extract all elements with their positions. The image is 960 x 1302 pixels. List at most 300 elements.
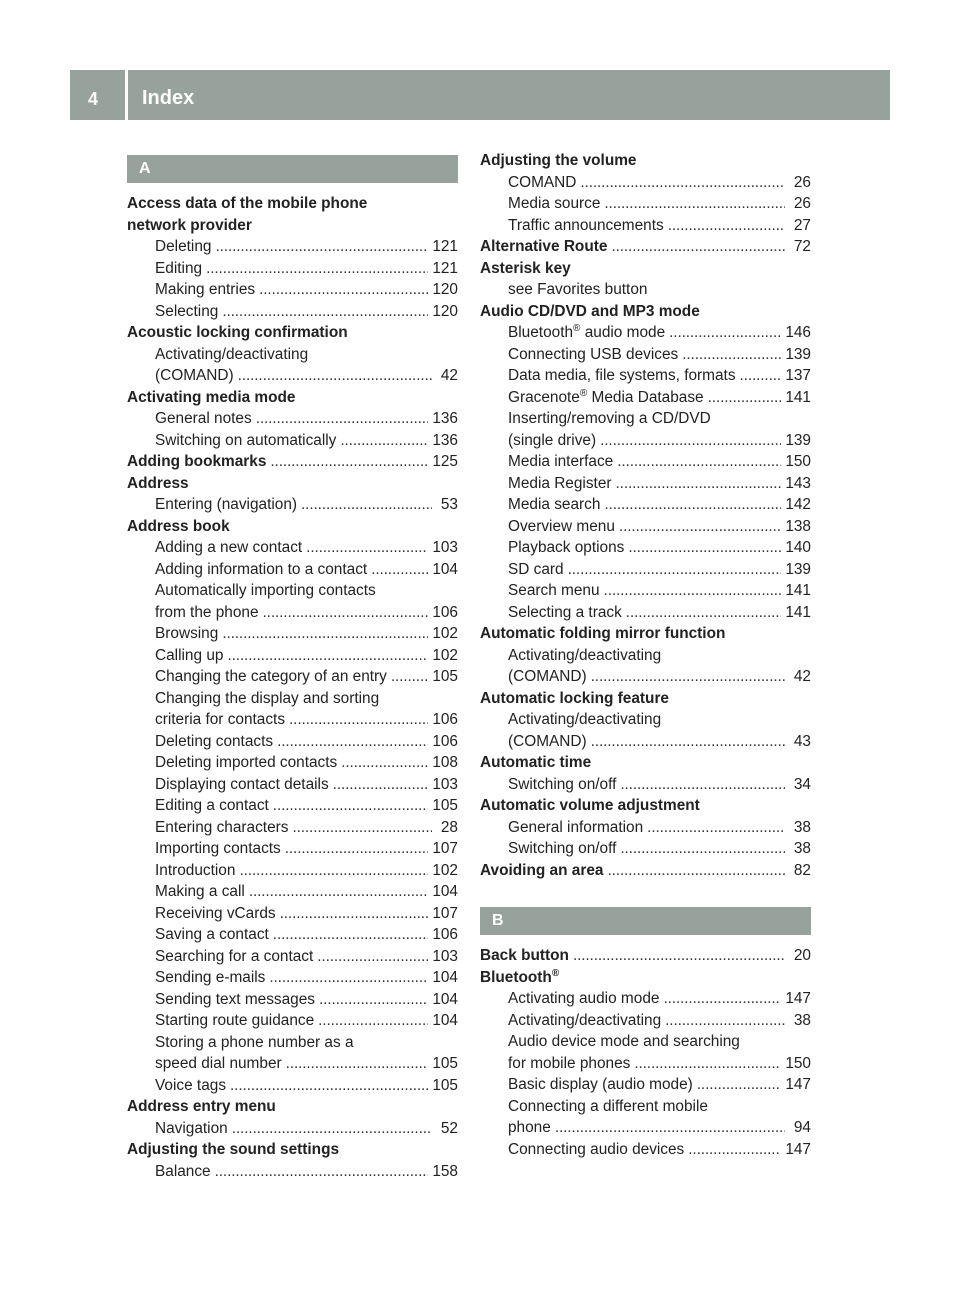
- page-ref: 146: [785, 324, 811, 341]
- dot-leader: [317, 946, 428, 968]
- index-subentry: [480, 516, 811, 538]
- dot-leader: [286, 1053, 429, 1075]
- index-entry: [480, 945, 811, 967]
- entry-text: [508, 387, 704, 409]
- index-subentry: [127, 817, 458, 839]
- dot-leader: [682, 344, 781, 366]
- entry-text: [127, 1096, 276, 1118]
- entry-text: [155, 623, 218, 645]
- index-subentry: [127, 709, 458, 731]
- page-ref: 52: [440, 1119, 458, 1137]
- entry-label: (single drive): [508, 431, 597, 449]
- entry-text: [508, 172, 576, 194]
- entry-label: Importing contacts: [155, 840, 281, 857]
- entry-label: Audio device mode and searching: [508, 1033, 740, 1050]
- dot-leader: [222, 623, 428, 645]
- index-entry: [480, 623, 811, 645]
- entry-text: [155, 666, 387, 688]
- dot-leader: [634, 1053, 781, 1075]
- entry-label: Browsing: [155, 625, 219, 642]
- index-subentry: [127, 903, 458, 925]
- page-ref: 150: [785, 453, 811, 470]
- page-ref: 137: [785, 367, 811, 384]
- index-subentry: [127, 1075, 458, 1097]
- entry-label: Editing: [155, 259, 203, 277]
- entry-label: Gracenote: [508, 388, 580, 406]
- page-ref: 34: [793, 775, 811, 793]
- dot-leader: [269, 967, 428, 989]
- entry-label: Navigation: [155, 1119, 228, 1137]
- entry-label: Adjusting the volume: [480, 152, 637, 169]
- entry-label: Searching for a contact: [155, 947, 314, 965]
- page-number: 4: [88, 89, 99, 109]
- entry-label: SD card: [508, 560, 564, 578]
- index-subentry: [480, 666, 811, 688]
- entry-text: [480, 150, 636, 172]
- entry-text: [508, 279, 647, 301]
- page-ref: 28: [440, 818, 458, 836]
- entry-text: [155, 795, 269, 817]
- dot-leader: [227, 645, 428, 667]
- entry-label: Entering characters: [155, 818, 289, 836]
- entry-text: [155, 881, 245, 903]
- index-subentry: [127, 645, 458, 667]
- index-entry: [127, 1139, 458, 1161]
- page-ref: 139: [785, 560, 811, 578]
- page-ref: 104: [432, 1012, 458, 1029]
- index-subentry: [127, 623, 458, 645]
- dot-leader: [616, 473, 782, 495]
- index-subentry: [127, 580, 458, 602]
- entry-label: Starting route guidance: [155, 1012, 315, 1029]
- page-ref: 26: [793, 195, 811, 212]
- index-entry: [127, 215, 458, 237]
- entry-text: [508, 666, 587, 688]
- entry-text: [155, 1118, 228, 1140]
- index-subentry: [480, 365, 811, 387]
- index-subentry: [480, 1031, 811, 1053]
- entry-text: [127, 473, 189, 495]
- page-ref: 27: [793, 216, 811, 234]
- entry-text: [127, 322, 348, 344]
- header-divider: [125, 70, 128, 120]
- index-subentry: [127, 967, 458, 989]
- dot-leader: [292, 817, 432, 839]
- index-subentry: [127, 989, 458, 1011]
- dot-leader: [626, 602, 782, 624]
- index-subentry: [480, 988, 811, 1010]
- index-subentry: [127, 494, 458, 516]
- dot-leader: [591, 666, 785, 688]
- entry-text: [127, 516, 230, 538]
- page-ref: 38: [793, 1011, 811, 1029]
- entry-label: Automatically importing contacts: [155, 582, 376, 599]
- dot-leader: [340, 430, 428, 452]
- entry-text: [508, 645, 661, 667]
- index-subentry: [480, 1096, 811, 1118]
- entry-label: Asterisk key: [480, 259, 571, 277]
- index-subentry: [480, 709, 811, 731]
- entry-label: Entering (navigation): [155, 496, 298, 513]
- entry-label: Address book: [127, 517, 230, 535]
- page-ref: 103: [432, 775, 458, 793]
- entry-label: Activating/deactivating: [508, 646, 662, 664]
- index-entry: [127, 516, 458, 538]
- entry-text: [508, 494, 600, 516]
- index-subentry: [480, 1074, 811, 1096]
- dot-leader: [573, 945, 785, 967]
- dot-leader: [280, 903, 429, 925]
- dot-leader: [628, 537, 781, 559]
- entry-label: Sending text messages: [155, 990, 315, 1008]
- page-ref: 38: [793, 818, 811, 836]
- index-subentry: [480, 580, 811, 602]
- index-subentry: [480, 172, 811, 194]
- entry-text: [155, 559, 367, 581]
- dot-leader: [391, 666, 428, 688]
- entry-text: [155, 731, 273, 753]
- index-subentry: [480, 645, 811, 667]
- entry-text: [155, 580, 376, 602]
- dot-leader: [301, 494, 432, 516]
- entry-label: Playback options: [508, 539, 625, 556]
- page-ref: 72: [793, 238, 811, 255]
- page-ref: 102: [432, 625, 458, 642]
- index-subentry: [127, 731, 458, 753]
- entry-label: Saving a contact: [155, 926, 269, 943]
- page-ref: 141: [785, 388, 811, 406]
- index-subentry: [127, 344, 458, 366]
- dot-leader: [273, 924, 429, 946]
- dot-leader: [249, 881, 428, 903]
- entry-text: [508, 559, 564, 581]
- page-ref: 103: [432, 539, 458, 556]
- index-subentry: [480, 387, 811, 409]
- page-ref: 102: [432, 646, 458, 664]
- index-subentry: [127, 924, 458, 946]
- entry-label: Avoiding an area: [480, 861, 604, 879]
- entry-text: [508, 516, 615, 538]
- entry-text: [155, 1032, 354, 1054]
- dot-leader: [256, 408, 429, 430]
- index-entry: [480, 860, 811, 882]
- index-subentry: [480, 1053, 811, 1075]
- page-ref: 142: [785, 496, 811, 513]
- entry-label: Access data of the mobile phone: [127, 195, 368, 212]
- index-entry: [127, 451, 458, 473]
- entry-label: (COMAND): [508, 732, 587, 750]
- page-ref: 106: [432, 732, 458, 750]
- dot-leader: [611, 236, 785, 258]
- page-ref: 104: [432, 990, 458, 1008]
- page-ref: 106: [432, 603, 458, 621]
- page-ref: 158: [432, 1162, 458, 1180]
- index-entry: [480, 967, 811, 989]
- entry-label: Deleting: [155, 238, 212, 255]
- entry-label: Switching on/off: [508, 775, 617, 793]
- entry-label: Activating/deactivating: [508, 1011, 662, 1029]
- entry-label: Media Register: [508, 474, 612, 492]
- entry-text: [508, 1010, 661, 1032]
- dot-leader: [607, 860, 785, 882]
- index-subentry: [480, 774, 811, 796]
- entry-text: [508, 365, 736, 387]
- entry-text: [480, 236, 607, 258]
- dot-leader: [277, 731, 428, 753]
- entry-label: Making entries: [155, 281, 256, 298]
- index-subentry: [127, 860, 458, 882]
- dot-leader: [285, 838, 429, 860]
- dot-leader: [238, 365, 432, 387]
- entry-text: [508, 1139, 684, 1161]
- entry-text: [508, 838, 616, 860]
- index-subentry: [127, 1010, 458, 1032]
- entry-text: [155, 430, 336, 452]
- page-ref: 121: [432, 238, 458, 255]
- entry-label: (COMAND): [155, 367, 234, 384]
- page-ref: 139: [785, 431, 811, 449]
- entry-text: [155, 537, 302, 559]
- entry-text: [155, 301, 218, 323]
- dot-leader: [697, 1074, 782, 1096]
- index-subentry: [480, 408, 811, 430]
- index-entry: [480, 258, 811, 280]
- index-column-left: [127, 150, 458, 1182]
- dot-leader: [306, 537, 428, 559]
- dot-leader: [591, 731, 785, 753]
- index-entry: [480, 688, 811, 710]
- dot-leader: [604, 193, 785, 215]
- page-ref: 120: [432, 281, 458, 298]
- entry-label: Activating audio mode: [508, 990, 660, 1007]
- dot-leader: [617, 451, 781, 473]
- page-ref: 120: [432, 302, 458, 320]
- entry-text: [508, 408, 711, 430]
- entry-label: Switching on/off: [508, 840, 617, 857]
- entry-label: Back button: [480, 947, 569, 964]
- page-ref: 147: [785, 990, 811, 1007]
- page-ref: 136: [432, 431, 458, 449]
- entry-text: [480, 860, 603, 882]
- entry-label: Adding information to a contact: [155, 560, 368, 578]
- index-subentry: [127, 946, 458, 968]
- index-subentry: [127, 236, 458, 258]
- index-column-right: [480, 150, 811, 1160]
- index-subentry: [127, 430, 458, 452]
- page-header: [70, 70, 890, 120]
- page-ref: 20: [793, 947, 811, 964]
- index-subentry: [480, 193, 811, 215]
- entry-label: for mobile phones: [508, 1054, 631, 1072]
- entry-text: [480, 795, 700, 817]
- entry-label: Bluetooth: [508, 324, 574, 341]
- page-ref: 125: [432, 453, 458, 470]
- index-entry: [127, 387, 458, 409]
- page-ref: 147: [785, 1140, 811, 1158]
- entry-text: [155, 946, 313, 968]
- index-subentry: [480, 473, 811, 495]
- index-subentry: [127, 881, 458, 903]
- entry-text: [155, 602, 259, 624]
- entry-text: [480, 258, 571, 280]
- dot-leader: [341, 752, 428, 774]
- dot-leader: [620, 838, 785, 860]
- dot-leader: [371, 559, 428, 581]
- page-ref: 107: [432, 840, 458, 857]
- dot-leader: [270, 451, 428, 473]
- page-ref: 147: [785, 1076, 811, 1093]
- index-entry: [127, 1096, 458, 1118]
- dot-leader: [263, 602, 429, 624]
- entry-label: Activating/deactivating: [508, 711, 662, 728]
- dot-leader: [273, 795, 429, 817]
- entry-label: Displaying contact details: [155, 775, 329, 793]
- page-ref: 136: [432, 410, 458, 427]
- registered-mark: ®: [579, 387, 588, 399]
- registered-mark: ®: [573, 322, 581, 334]
- dot-leader: [230, 1075, 428, 1097]
- entry-text: [127, 193, 367, 215]
- entry-text: [155, 903, 276, 925]
- index-subentry: [127, 559, 458, 581]
- page-ref: 150: [785, 1054, 811, 1072]
- section-letter: A: [127, 155, 458, 183]
- page-title: Index: [142, 87, 195, 109]
- entry-text: [508, 344, 678, 366]
- page-ref: 104: [432, 969, 458, 986]
- index-entry: [480, 150, 811, 172]
- index-subentry: [480, 537, 811, 559]
- index-subentry: [127, 602, 458, 624]
- dot-leader: [663, 988, 781, 1010]
- page-ref: 42: [440, 367, 458, 384]
- page-ref: 104: [432, 883, 458, 900]
- page-ref: 140: [785, 539, 811, 556]
- entry-label: Voice tags: [155, 1076, 227, 1094]
- page-ref: 43: [793, 732, 811, 750]
- entry-label: Automatic time: [480, 754, 592, 771]
- entry-label: see Favorites button: [508, 281, 648, 298]
- page-ref: 105: [432, 797, 458, 814]
- index-subentry: [480, 559, 811, 581]
- entry-text: [508, 602, 622, 624]
- dot-leader: [206, 258, 428, 280]
- entry-text: [508, 988, 659, 1010]
- entry-label: Search menu: [508, 582, 600, 599]
- dot-leader: [232, 1118, 432, 1140]
- page-ref: 143: [785, 474, 811, 492]
- dot-leader: [319, 989, 428, 1011]
- index-subentry: [480, 430, 811, 452]
- entry-label: network provider: [127, 216, 252, 234]
- entry-text: [155, 365, 234, 387]
- index-subentry: [127, 1053, 458, 1075]
- entry-text: [508, 774, 616, 796]
- index-entry: [127, 473, 458, 495]
- entry-text: [508, 709, 661, 731]
- page-ref: 103: [432, 947, 458, 965]
- page-ref: 105: [432, 668, 458, 685]
- entry-text: [155, 494, 297, 516]
- entry-label: Activating media mode: [127, 388, 296, 406]
- entry-label: General notes: [155, 410, 252, 427]
- entry-text: [155, 258, 202, 280]
- entry-text: [127, 387, 295, 409]
- index-subentry: [480, 1117, 811, 1139]
- dot-leader: [215, 236, 428, 258]
- dot-leader: [604, 580, 782, 602]
- page-ref: 53: [440, 496, 458, 513]
- entry-label: Adjusting the sound settings: [127, 1141, 340, 1158]
- entry-label: Automatic locking feature: [480, 689, 669, 707]
- entry-label: Making a call: [155, 883, 245, 900]
- entry-label: Balance: [155, 1162, 211, 1180]
- entry-label: Connecting USB devices: [508, 345, 679, 363]
- index-entry: [480, 795, 811, 817]
- index-subentry: [127, 666, 458, 688]
- page-ref: 107: [432, 904, 458, 922]
- dot-leader: [740, 365, 782, 387]
- index-subentry: [127, 688, 458, 710]
- entry-text: [155, 860, 235, 882]
- index-subentry: [480, 1139, 811, 1161]
- entry-text: [155, 279, 255, 301]
- entry-label: Selecting: [155, 302, 219, 320]
- entry-text: [508, 473, 612, 495]
- entry-label: from the phone: [155, 603, 259, 621]
- index-subentry: [480, 322, 811, 344]
- index-entry: [127, 322, 458, 344]
- index-subentry: [127, 1161, 458, 1183]
- index-subentry: [480, 602, 811, 624]
- page-ref: 106: [432, 926, 458, 943]
- entry-label: Storing a phone number as a: [155, 1033, 354, 1051]
- dot-leader: [604, 494, 781, 516]
- entry-text: [155, 645, 223, 667]
- dot-leader: [708, 387, 782, 409]
- entry-text: [155, 967, 265, 989]
- entry-label: Audio CD/DVD and MP3 mode: [480, 302, 700, 320]
- page-ref: 105: [432, 1076, 458, 1094]
- entry-label: Bluetooth: [480, 968, 552, 986]
- entry-label: speed dial number: [155, 1055, 282, 1072]
- entry-text: [155, 989, 315, 1011]
- entry-text: [508, 817, 643, 839]
- entry-text: [508, 1074, 693, 1096]
- index-subentry: [127, 258, 458, 280]
- entry-text: [155, 709, 285, 731]
- page-ref: 82: [793, 861, 811, 879]
- index-subentry: [127, 774, 458, 796]
- page-ref: 138: [785, 517, 811, 535]
- page-ref: 141: [785, 582, 811, 599]
- dot-leader: [619, 516, 781, 538]
- entry-text: [155, 1161, 211, 1183]
- index-subentry: [480, 731, 811, 753]
- index-subentry: [127, 301, 458, 323]
- entry-text: [127, 451, 266, 473]
- index-entry: [127, 193, 458, 215]
- index-subentry: [127, 537, 458, 559]
- index-subentry: [127, 365, 458, 387]
- dot-leader: [259, 279, 428, 301]
- page-ref: 108: [432, 754, 458, 771]
- entry-text: [155, 774, 329, 796]
- index-subentry: [127, 1032, 458, 1054]
- entry-text: [480, 752, 591, 774]
- entry-text: [480, 945, 569, 967]
- dot-leader: [668, 215, 785, 237]
